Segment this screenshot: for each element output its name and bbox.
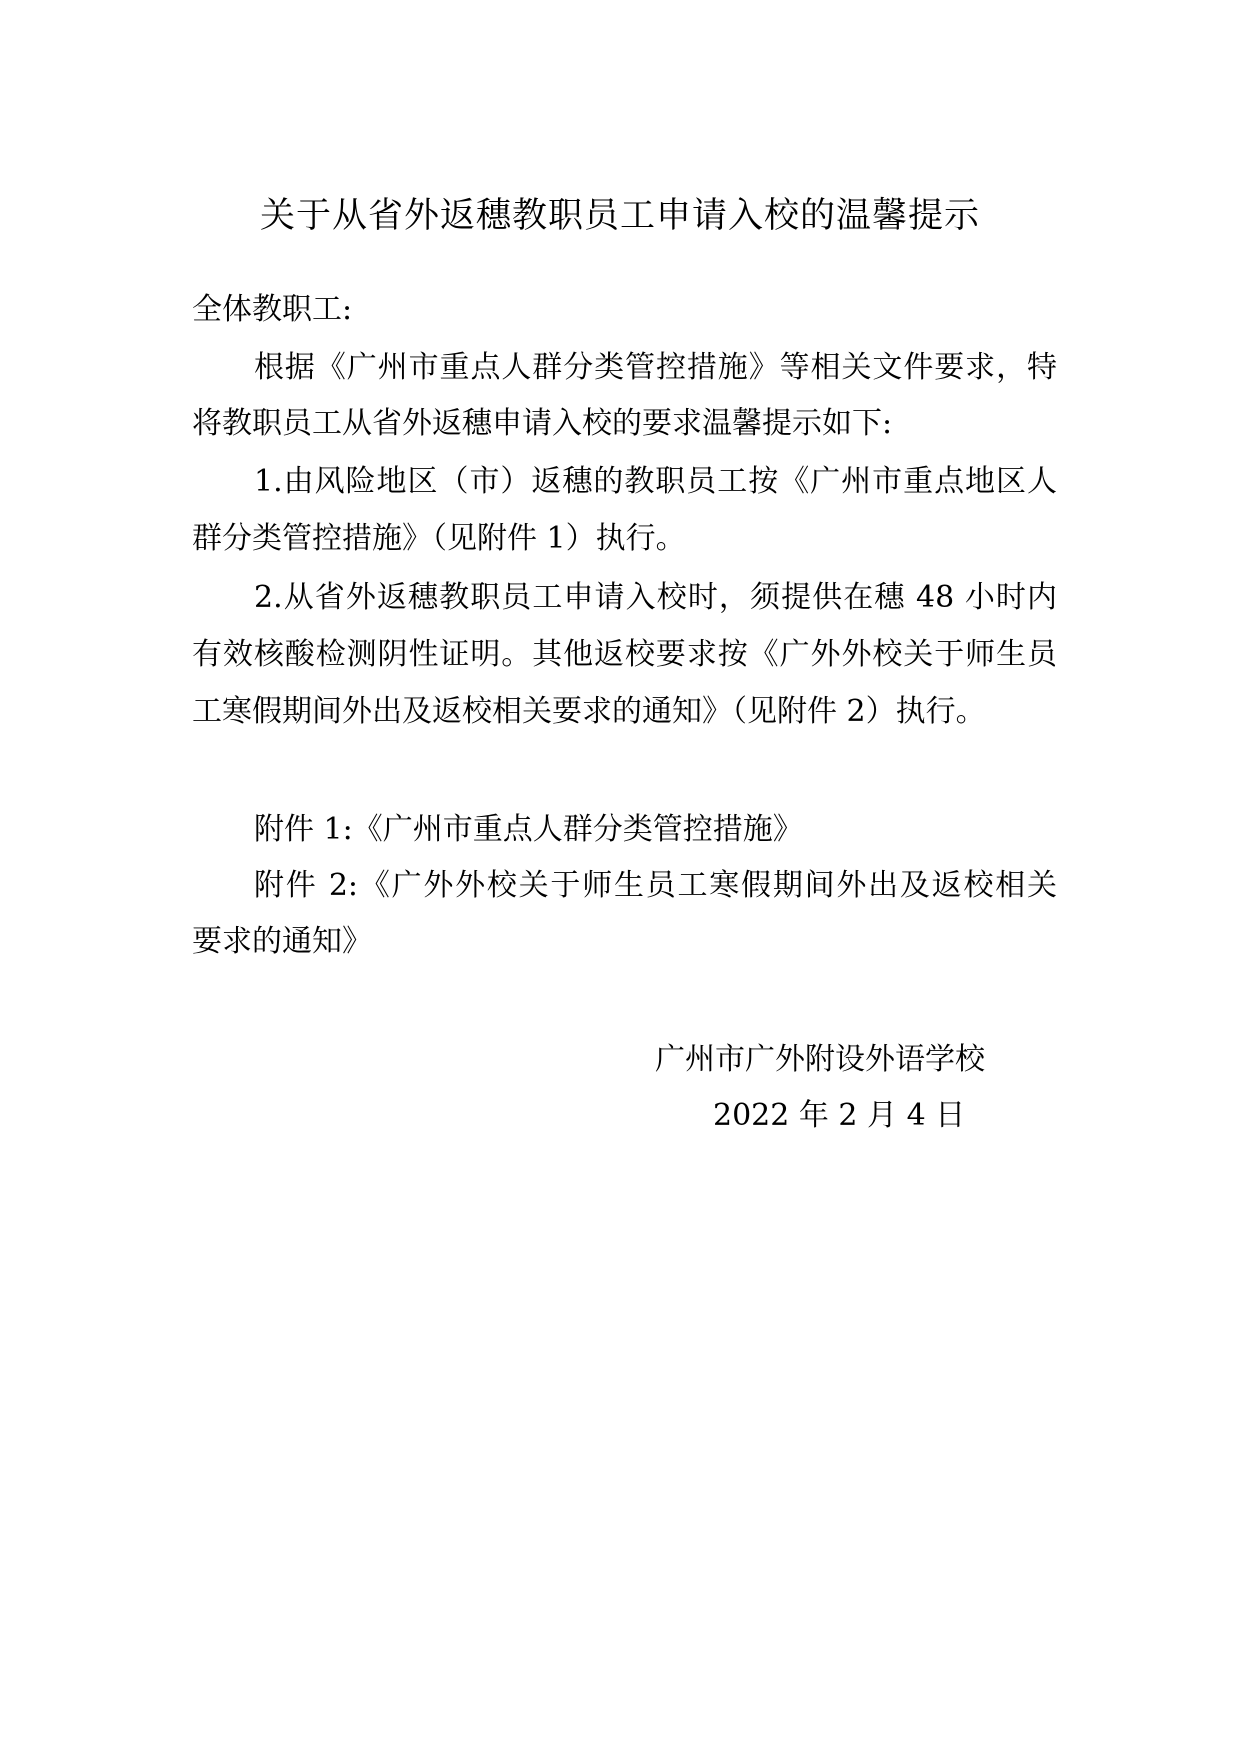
paragraph1-line2: 将教职员工从省外返穗申请入校的要求温馨提示如下: [192, 406, 893, 441]
item2-line1: 2.从省外返穗教职员工申请入校时，须提供在穗 48 小时内 [254, 580, 1057, 615]
item2-line2: 有效核酸检测阴性证明。其他返校要求按《广外外校关于师生员 [192, 637, 1057, 672]
item1-line2: 群分类管控措施》（见附件 1）执行。 [192, 521, 686, 556]
attachment-1: 附件 1:《广州市重点人群分类管控措施》 [254, 812, 803, 847]
attachment-2-line1: 附件 2:《广外外校关于师生员工寒假期间外出及返校相关 [254, 868, 1057, 903]
item2-line3: 工寒假期间外出及返校相关要求的通知》（见附件 2）执行。 [192, 694, 986, 729]
signature-date: 2022 年 2 月 4 日 [713, 1098, 966, 1133]
attachment-2-line2: 要求的通知》 [192, 924, 372, 959]
salutation: 全体教职工: [192, 292, 353, 327]
signature-org: 广州市广外附设外语学校 [655, 1042, 985, 1077]
document-title: 关于从省外返穗教职员工申请入校的温馨提示 [259, 196, 980, 236]
item1-line1: 1.由风险地区（市）返穗的教职员工按《广州市重点地区人 [254, 464, 1057, 499]
paragraph1-line1: 根据《广州市重点人群分类管控措施》等相关文件要求，特 [254, 350, 1057, 385]
